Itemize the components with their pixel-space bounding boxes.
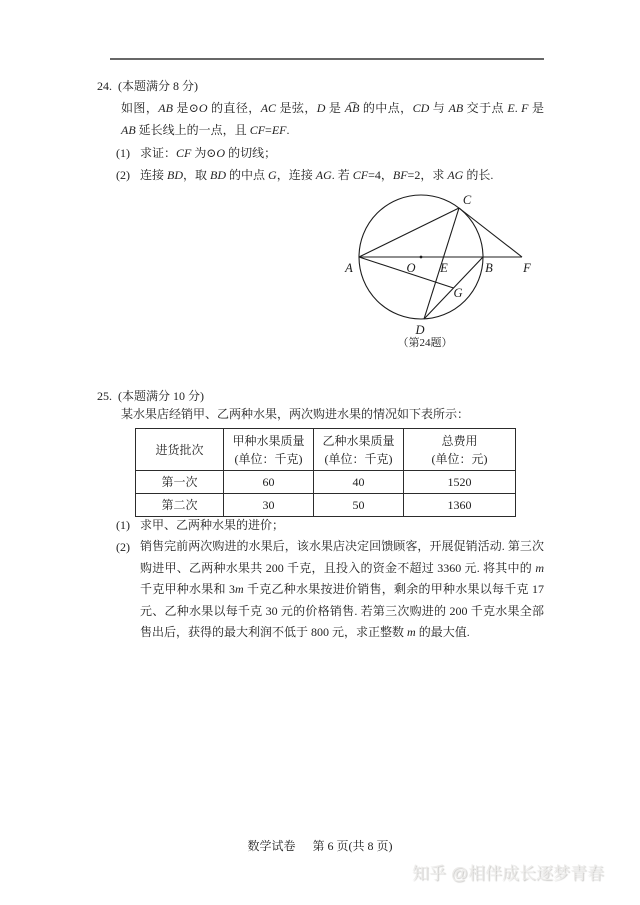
table-row: 第二次 30 50 1360 (136, 494, 516, 517)
problem-24-score: (本题满分 8 分) (118, 79, 198, 93)
problem-25-part2-marker: (2) (116, 540, 130, 554)
header-fruit-a: 甲种水果质量 (单位：千克) (224, 429, 314, 471)
label-B: B (485, 261, 493, 275)
center-O-dot (420, 256, 423, 259)
problem-25-number: 25. (97, 389, 112, 403)
problem-25-part2: 销售完前两次购进的水果后，该水果店决定回馈顾客，开展促销活动. 第三次购进甲、乙两种水果共 200 千克，且投入的资金不超过 3360 元. 将其中的 m 千克甲种水果和 3m 千克乙种水果按进价销售，剩余的甲种水果以每千克 17 元、乙种水果以每千克 30 元的价格销售. 若第三次购进的 200 千克水果全部售出后，获得的最大利润不低于 800 元，求正整数 m 的最大值. (140, 539, 544, 639)
tangent-CF (459, 208, 522, 257)
problem-25-intro: 某水果店经销甲、乙两种水果，两次购进水果的情况如下表所示： (121, 407, 470, 421)
header-fruit-b: 乙种水果质量 (单位：千克) (314, 429, 404, 471)
problem-25-heading (97, 389, 204, 403)
problem-24-heading (97, 79, 198, 93)
label-F: F (523, 261, 531, 275)
page-footer (0, 839, 640, 853)
label-A: A (345, 261, 353, 275)
problem-24-intro: 如图，AB 是⊙O 的直径，AC 是弦，D 是 A͡B 的中点，CD 与 AB 交于点 E. F 是 AB 延长线上的一点，且 CF=EF. (121, 101, 544, 137)
part1-text: 求证：CF 为⊙O 的切线； (140, 146, 277, 160)
footer-doc-title: 数学试卷 (247, 839, 296, 853)
problem-25-score: (本题满分 10 分) (118, 389, 204, 403)
purchase-table (135, 428, 516, 517)
label-C: C (462, 193, 472, 207)
problem-25-part1 (116, 518, 284, 532)
problem-24-number: 24. (97, 79, 112, 93)
problem-24-part1 (116, 146, 276, 160)
part2-text: 连接 BD，取 BD 的中点 G，连接 AG. 若 CF=4，BF=2，求 AG 的长. (140, 168, 494, 182)
figure-caption: （第24题） (397, 337, 453, 349)
chord-AC (359, 208, 459, 257)
footer-page-info: 第 6 页(共 8 页) (312, 839, 393, 853)
label-D: D (415, 323, 425, 337)
problem-24-part2 (116, 168, 493, 182)
label-E: E (440, 261, 448, 275)
watermark: 知乎 @相伴成长逐梦青春 (412, 864, 604, 883)
part1-text: 求甲、乙两种水果的进价； (140, 518, 285, 532)
header-batch: 进货批次 (136, 429, 224, 471)
table-header-row (136, 429, 516, 471)
label-G: G (453, 286, 463, 300)
header-total-cost: 总费用 (单位：元) (404, 429, 516, 471)
part1-marker: (1) (116, 518, 130, 532)
part2-marker: (2) (116, 168, 130, 182)
label-O: O (406, 261, 416, 275)
table-row: 第一次 60 40 1520 (136, 471, 516, 494)
part1-marker: (1) (116, 146, 130, 160)
top-rule (110, 58, 544, 60)
